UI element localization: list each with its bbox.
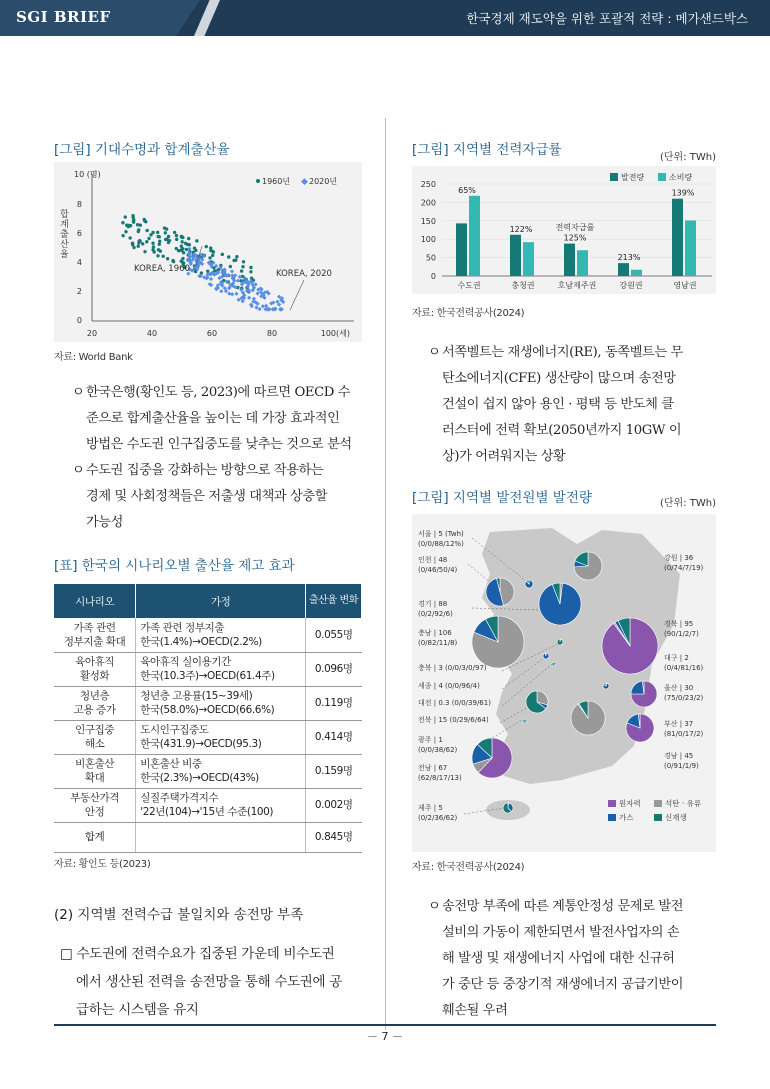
legend-label: 발전량	[621, 173, 645, 182]
point-1960	[165, 238, 168, 241]
bullet-marker	[428, 998, 442, 1024]
x-tick: 40	[146, 329, 158, 338]
point-1960	[138, 239, 141, 242]
assumption-cell: 육아휴직 실이용기간 한국(10.3주)→OECD(61.4주)	[136, 652, 306, 686]
paragraph-fertility	[72, 380, 372, 536]
point-2020	[234, 292, 238, 296]
legend-label: 신재생	[665, 813, 687, 822]
point-1960	[235, 255, 238, 258]
point-1960	[167, 241, 170, 244]
point-1960	[175, 238, 178, 241]
map-label-left: (0/0/38/62)	[418, 746, 458, 754]
value-cell: 0.845명	[306, 822, 362, 852]
map-label-left: (0/2/92/6)	[418, 610, 453, 618]
line-text: 상)가 어려워지는 상황	[442, 449, 566, 464]
value-cell: 0.119명	[306, 686, 362, 720]
point-1960	[137, 228, 140, 231]
value-cell: 0.002명	[306, 788, 362, 822]
x-tick: 충청권	[511, 281, 535, 290]
value-cell: 0.096명	[306, 652, 362, 686]
point-1960	[156, 231, 159, 234]
table-source: 자료: 황인도 등(2023)	[54, 859, 151, 870]
bar-소비량	[577, 250, 588, 276]
point-1960	[145, 229, 148, 232]
para3-line	[428, 972, 720, 998]
para3-line	[428, 998, 720, 1024]
fig1-chart	[54, 162, 362, 342]
point-1960	[124, 215, 127, 218]
section2-box-text: □ 수도권에 전력수요가 집중된 가운데 비수도권 에서 생산된 전력을 송전망을 통해 수도권에 공 급하는 시스템을 유지	[60, 946, 343, 1018]
table-row	[54, 788, 362, 822]
map-label-right: 대구 | 2	[664, 654, 689, 662]
scenario-cell: 합계	[54, 822, 136, 852]
assumption-cell: 도시인구집중도 한국(431.9)→OECD(95.3)	[136, 720, 306, 754]
bullet-marker	[72, 510, 86, 536]
line-text: 가능성	[86, 515, 124, 530]
bullet-marker	[428, 972, 442, 998]
pie-incheon	[486, 578, 514, 606]
line-text: 해 발생 및 재생에너지 사업에 대한 신규허	[442, 951, 675, 966]
value-cell: 0.055명	[306, 618, 362, 652]
y-tick: 150	[420, 216, 436, 226]
map-label-left: 대전 | 0.3 (0/0/39/61)	[418, 699, 491, 707]
y-tick: 50	[425, 253, 436, 263]
point-1960	[157, 248, 160, 251]
x-tick: 60	[206, 329, 218, 338]
legend-label: 석탄 · 유류	[665, 799, 702, 808]
map-label-left: 충북 | 3 (0/0/3/0/97)	[418, 664, 487, 672]
map-label-left: 전북 | 15 (0/29/6/64)	[418, 716, 489, 724]
map-label-left: 충남 | 106	[418, 629, 452, 637]
svg-text:◆: ◆	[301, 177, 308, 187]
bullet-marker: ㅇ	[72, 385, 85, 400]
pie-seoul	[525, 580, 533, 588]
point-1960	[156, 254, 159, 257]
ratio-label: 122%	[509, 224, 533, 234]
map-label-left: 경기 | 88	[418, 600, 448, 608]
point-1960	[180, 245, 183, 248]
x-tick: 80	[266, 329, 278, 338]
point-1960	[158, 235, 161, 238]
fig2-chart	[412, 166, 716, 294]
point-1960	[249, 266, 252, 269]
line-text: 송전망 부족에 따른 계통안정성 문제로 발전	[442, 899, 684, 914]
line-text: 수도권 집중을 강화하는 방향으로 작용하는	[86, 463, 324, 478]
point-1960	[208, 256, 211, 259]
map-label-right: 경북 | 95	[664, 620, 694, 628]
map-label-left: (62/8/17/13)	[418, 774, 462, 782]
y-tick: 6	[76, 229, 82, 238]
legend-swatch	[608, 814, 616, 821]
map-label-left: 전남 | 67	[418, 764, 448, 772]
table-row	[54, 652, 362, 686]
y-tick: 0	[430, 272, 436, 281]
map-label-right: 강원 | 36	[664, 554, 694, 562]
annotation-korea-2020: KOREA, 2020	[276, 269, 332, 279]
bar-발전량	[510, 235, 521, 276]
point-1960	[158, 243, 161, 246]
assumption-cell: 실질주택가격지수 '22년(104)→'15년 수준(100)	[136, 788, 306, 822]
ratio-label: 125%	[563, 233, 587, 243]
point-1960	[171, 259, 174, 262]
bullet-marker	[428, 392, 442, 418]
bullet-marker	[72, 432, 86, 458]
y-tick: 4	[76, 258, 82, 267]
line-text: 준으로 합계출산율을 높이는 데 가장 효과적인	[86, 411, 340, 426]
col-assumption: 가정	[136, 584, 306, 618]
point-2020	[252, 297, 256, 301]
y-tick: 0	[76, 316, 82, 325]
point-1960	[143, 218, 146, 221]
point-1960	[200, 271, 203, 274]
legend-label: 원자력	[619, 799, 641, 808]
point-1960	[193, 246, 196, 249]
map-label-right: 부산 | 37	[664, 720, 694, 728]
fig1-title: [그림] 기대수명과 합계출산율	[54, 142, 230, 158]
table-row	[54, 686, 362, 720]
scatter-plot	[54, 162, 362, 342]
legend-label: 소비량	[669, 173, 693, 182]
point-1960	[241, 265, 244, 268]
para2-line	[428, 392, 720, 418]
legend-1960: 1960년	[262, 177, 291, 186]
ratio-annotation: 전력자급률	[555, 223, 595, 232]
table-row	[54, 720, 362, 754]
legend-label: 가스	[619, 813, 634, 822]
line-text: 설비의 가동이 제한되면서 발전사업자의 손	[442, 925, 680, 940]
point-1960	[186, 243, 189, 246]
map-label-right: (0/4/81/16)	[664, 664, 704, 672]
bullet-marker	[72, 406, 86, 432]
point-1960	[211, 254, 214, 257]
pie-jeonnam	[472, 738, 512, 778]
point-1960	[175, 234, 178, 237]
bar-발전량	[672, 199, 683, 276]
table-title: [표] 한국의 시나리오별 출산율 제고 효과	[54, 558, 295, 574]
y-tick: 8	[76, 200, 82, 209]
scenario-cell: 육아휴직 활성화	[54, 652, 136, 686]
pie-chungnam	[472, 616, 524, 668]
bar-소비량	[523, 242, 534, 276]
bullet-marker: ㅇ	[428, 899, 441, 914]
point-1960	[128, 236, 131, 239]
point-1960	[180, 235, 183, 238]
pie-gangwon	[574, 552, 602, 580]
map-label-right: (0/74/7/19)	[664, 564, 704, 572]
col-fertility-change: 출산율 변화	[306, 584, 362, 618]
paragraph-belts	[428, 340, 720, 470]
col-scenario: 시나리오	[54, 584, 136, 618]
line-text: 러스터에 전력 확보(2050년까지 10GW 이	[442, 423, 682, 438]
point-2020	[261, 304, 265, 308]
bar-소비량	[631, 270, 642, 276]
x-tick: 강원권	[619, 281, 643, 290]
bar-소비량	[685, 220, 696, 276]
point-1960	[187, 237, 190, 240]
value-cell: 0.414명	[306, 720, 362, 754]
para3-line	[428, 920, 720, 946]
page-number: － 7 －	[367, 1030, 403, 1043]
point-1960	[165, 227, 168, 230]
fig3-source: 자료: 한국전력공사(2024)	[412, 862, 525, 873]
point-1960	[139, 223, 142, 226]
ratio-label: 139%	[671, 188, 695, 198]
point-1960	[147, 237, 150, 240]
point-1960	[229, 265, 232, 268]
point-2020	[209, 277, 213, 281]
para1-line	[72, 484, 372, 510]
para3-line	[428, 946, 720, 972]
bullet-marker	[428, 366, 442, 392]
point-2020	[236, 279, 240, 283]
x-tick: 수도권	[457, 281, 481, 290]
footer-line	[54, 1024, 716, 1026]
point-1960	[124, 230, 127, 233]
pie-jeju	[503, 803, 513, 813]
map-label-left: (0/46/50/4)	[418, 566, 458, 574]
map-label-left: 제주 | 5	[418, 804, 443, 812]
para1-line	[72, 510, 372, 536]
map-label-right: (0/91/1/9)	[664, 762, 699, 770]
para1-line	[72, 458, 372, 484]
para2-line	[428, 444, 720, 470]
fig3-unit: (단위: TWh)	[660, 498, 717, 509]
y-tick: 100	[420, 235, 436, 245]
map-label-left: (0/82/11/8)	[418, 639, 458, 647]
table-row	[54, 822, 362, 852]
x-tick: 영남권	[673, 281, 697, 290]
assumption-cell: 가족 관련 정부지출 한국(1.4%)→OECD(2.2%)	[136, 618, 306, 652]
line-text: 훼손될 우려	[442, 1003, 508, 1018]
bar-발전량	[564, 244, 575, 276]
point-1960	[164, 231, 167, 234]
map-label-left: 세종 | 4 (0/0/96/4)	[418, 682, 480, 690]
point-1960	[173, 231, 176, 234]
point-2020	[227, 291, 231, 295]
legend-swatch	[654, 814, 662, 821]
ratio-label: 65%	[458, 185, 476, 195]
brand-label: SGI BRIEF	[16, 8, 111, 26]
point-2020	[238, 275, 242, 279]
column-divider	[385, 118, 386, 1030]
map-label-left: 광주 | 1	[418, 736, 443, 744]
report-title: 한국경제 재도약을 위한 포괄적 전략 : 메가샌드박스	[466, 11, 748, 26]
scenario-cell: 인구집중 해소	[54, 720, 136, 754]
point-1960	[195, 239, 198, 242]
fig2-title: [그림] 지역별 전력자급률	[412, 142, 562, 158]
pie-busan	[626, 714, 654, 742]
bullet-marker	[428, 444, 442, 470]
point-1960	[240, 269, 243, 272]
bar-chart	[412, 166, 716, 294]
map-label-right: (81/0/17/2)	[664, 730, 704, 738]
table-row	[54, 754, 362, 788]
point-1960	[121, 221, 124, 224]
map-label-right: 경남 | 45	[664, 752, 694, 760]
point-1960	[181, 257, 184, 260]
bar-발전량	[456, 223, 467, 276]
assumption-cell: 청년층 고용률(15~39세) 한국(58.0%)→OECD(66.6%)	[136, 686, 306, 720]
point-1960	[132, 246, 135, 249]
point-1960	[151, 242, 154, 245]
ratio-label: 213%	[617, 253, 641, 263]
para2-line	[428, 366, 720, 392]
pie-daegu	[603, 683, 609, 689]
bullet-marker	[428, 920, 442, 946]
point-2020	[230, 269, 234, 273]
bullet-marker: ㅇ	[72, 463, 85, 478]
point-1960	[151, 231, 154, 234]
map-label-right: (75/0/23/2)	[664, 694, 704, 702]
x-tick: 호남제주권	[557, 281, 597, 290]
pie-gwangju	[523, 719, 527, 723]
point-2020	[255, 291, 259, 295]
scenario-table	[54, 584, 362, 853]
point-1960	[166, 257, 169, 260]
point-1960	[158, 240, 161, 243]
point-2020	[219, 289, 223, 293]
pie-jeonbuk	[526, 691, 548, 713]
assumption-cell	[136, 822, 306, 852]
point-1960	[152, 245, 155, 248]
fig2-unit: (단위: TWh)	[660, 152, 717, 163]
para1-line	[72, 432, 372, 458]
scenario-cell: 청년층 고용 증가	[54, 686, 136, 720]
pie-daejeon	[552, 662, 556, 666]
legend-swatch	[654, 800, 662, 807]
pie-gyeongnam	[571, 701, 605, 735]
line-text: 가 중단 등 중장기적 재생에너지 공급기반이	[442, 977, 684, 992]
section2-heading: (2) 지역별 전력수급 불일치와 송전망 부족	[54, 907, 304, 923]
y-tick: 250	[420, 180, 436, 189]
point-1960	[212, 250, 215, 253]
y-unit-label: 10 (명)	[74, 170, 101, 179]
map-label-left: (0/2/36/62)	[418, 814, 458, 822]
line-text: 서쪽벨트는 재생에너지(RE), 동쪽벨트는 무	[442, 345, 683, 360]
map-label-right: 울산 | 30	[664, 684, 694, 692]
point-1960	[250, 276, 253, 279]
x-unit-label: 100(세)	[320, 329, 350, 338]
map-label-right: (90/1/2/7)	[664, 630, 699, 638]
point-1960	[232, 259, 235, 262]
y-tick: 2	[76, 287, 82, 296]
point-1960	[175, 247, 178, 250]
value-cell: 0.159명	[306, 754, 362, 788]
para1-line	[72, 406, 372, 432]
pie-chungbuk	[557, 639, 563, 645]
korea-map	[412, 514, 716, 852]
annotation-korea-1960: KOREA, 1960	[134, 264, 190, 274]
bar-소비량	[469, 196, 480, 276]
assumption-cell: 비혼출산 비중 한국(2.3%)→OECD(43%)	[136, 754, 306, 788]
fig2-source: 자료: 한국전력공사(2024)	[412, 308, 525, 319]
para2-line	[428, 418, 720, 444]
para3-line	[428, 894, 720, 920]
point-1960	[131, 242, 134, 245]
y-axis-label: 합계출산율	[60, 210, 69, 260]
para1-line	[72, 380, 372, 406]
paragraph-transmission	[428, 894, 720, 1024]
point-1960	[180, 240, 183, 243]
line-text: 탄소에너지(CFE) 생산량이 많으며 송전망	[442, 371, 676, 386]
scenario-cell: 가족 관련 정부지출 확대	[54, 618, 136, 652]
point-1960	[205, 245, 208, 248]
point-1960	[143, 250, 146, 253]
pie-gyeonggi	[539, 583, 581, 625]
bullet-marker	[72, 484, 86, 510]
line-text: 건설이 쉽지 않아 용인 · 평택 등 반도체 클	[442, 397, 674, 412]
point-1960	[145, 240, 148, 243]
point-1960	[137, 244, 140, 247]
legend-swatch	[658, 173, 666, 181]
bar-발전량	[618, 263, 629, 276]
scenario-cell: 부동산가격 안정	[54, 788, 136, 822]
map-label-left: 인천 | 48	[418, 556, 448, 564]
line-text: 한국은행(황인도 등, 2023)에 따르면 OECD 수	[86, 385, 351, 400]
point-1960	[125, 223, 128, 226]
point-1960	[242, 260, 245, 263]
point-1960	[132, 218, 135, 221]
x-tick: 20	[86, 329, 98, 338]
point-1960	[182, 251, 185, 254]
legend-swatch	[608, 800, 616, 807]
point-1960	[141, 242, 144, 245]
bullet-marker	[428, 946, 442, 972]
point-1960	[121, 234, 124, 237]
bullet-marker: ㅇ	[428, 345, 441, 360]
line-text: 경제 및 사회정책들은 저출생 대책과 상충할	[86, 489, 328, 504]
point-1960	[249, 270, 252, 273]
pie-ulsan	[631, 681, 657, 707]
line-text: 방법은 수도권 인구집중도를 낮추는 것으로 분석	[86, 437, 352, 452]
y-tick: 200	[420, 198, 436, 208]
pie-gyeongbuk	[602, 618, 658, 674]
point-1960	[162, 255, 165, 258]
bullet-marker	[428, 418, 442, 444]
point-1960	[206, 269, 209, 272]
map-label-left: (0/0/88/12%)	[418, 540, 464, 548]
para2-line	[428, 340, 720, 366]
fig3-title: [그림] 지역별 발전원별 발전량	[412, 490, 592, 506]
point-1960	[185, 248, 188, 251]
map-label-left: 서울 | 5 (Twh)	[418, 530, 464, 538]
legend-2020: 2020년	[309, 177, 338, 186]
table-row	[54, 618, 362, 652]
legend-swatch	[610, 173, 618, 181]
point-1960	[221, 253, 224, 256]
point-1960	[227, 255, 230, 258]
point-2020	[247, 296, 251, 300]
scenario-cell: 비혼출산 확대	[54, 754, 136, 788]
fig3-map	[412, 514, 716, 852]
fig1-source: 자료: World Bank	[54, 352, 133, 363]
